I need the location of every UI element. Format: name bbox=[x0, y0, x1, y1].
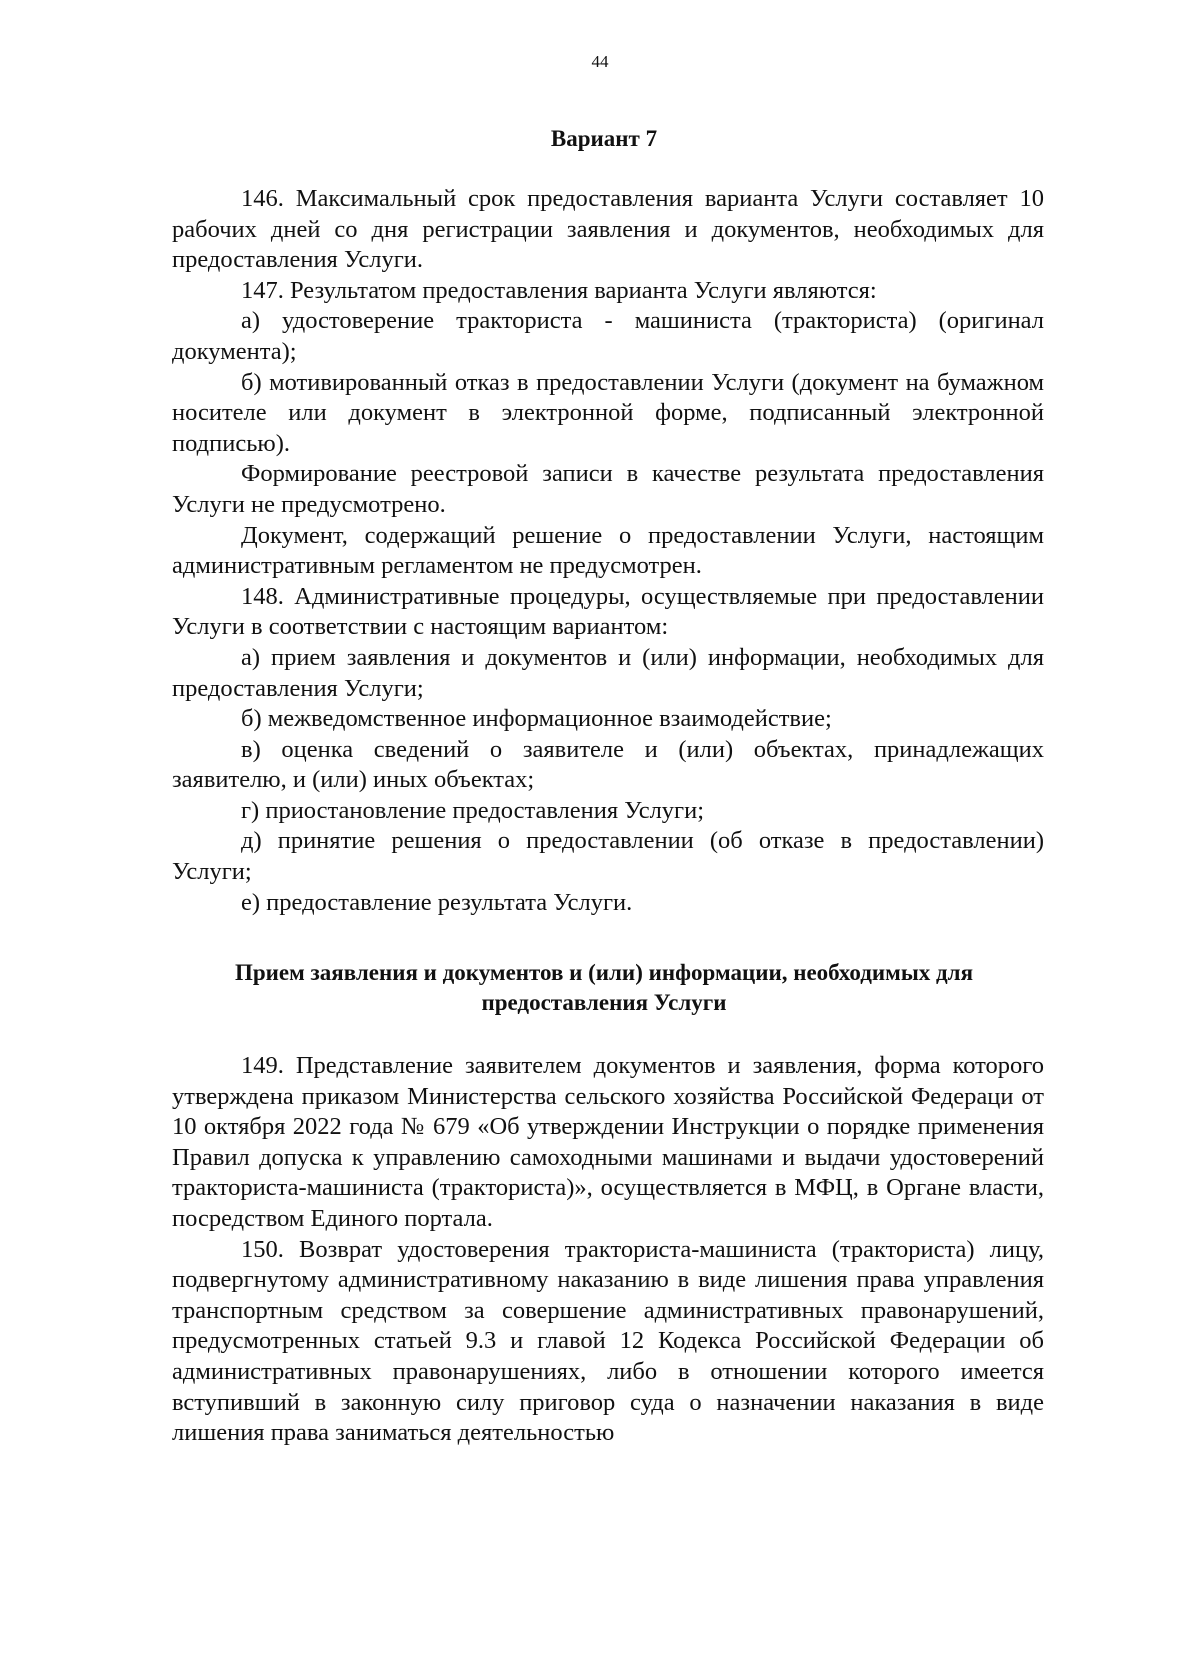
list-item-148-b: б) межведомственное информационное взаимодействие; bbox=[241, 705, 832, 733]
list-item-148-g: г) приостановление предоставления Услуги; bbox=[241, 796, 705, 824]
section-body bbox=[172, 184, 1044, 918]
paragraph-decision-document: Документ, содержащий решение о предоставлении Услуги, настоящим административным регламентом не предусмотрен. bbox=[172, 521, 1044, 580]
subsection-body bbox=[172, 1051, 1044, 1449]
list-item-148-v: в) оценка сведений о заявителе и (или) объектах, принадлежащих заявителю, и (или) иных объектах; bbox=[172, 735, 1044, 794]
list-item-147-b: б) мотивированный отказ в предоставлении Услуги (документ на бумажном носителе или документ в электронной форме, подписанный электронной подписью). bbox=[172, 368, 1044, 457]
paragraph-150: 150. Возврат удостоверения тракториста-машиниста (тракториста) лицу, подвергнутому административному наказанию в виде лишения права управления транспортным средством за совершение административных правонарушений, предусмотренных статьей 9.3 и главой 12 Кодекса Российской Федерации об административных правонарушениях, либо в отношении которого имеется вступивший в законную силу приговор суда о назначении наказания в виде лишения права заниматься деятельностью bbox=[172, 1235, 1044, 1447]
subsection-title-line-1: Прием заявления и документов и (или) информации, необходимых для bbox=[234, 960, 974, 985]
paragraph-149: 149. Представление заявителем документов и заявления, форма которого утверждена приказом Министерства сельского хозяйства Российской Федераци от 10 октября 2022 года № 679 «Об утверждении Инструкции о порядке применения Правил допуска к управлению самоходными машинами и выдачи удостоверений тракториста-машиниста (тракториста)», осуществляется в МФЦ, в Органе власти, посредством Единого портала. bbox=[172, 1052, 1044, 1232]
list-item-148-e: е) предоставление результата Услуги. bbox=[241, 888, 633, 916]
page-number: 44 bbox=[591, 52, 609, 71]
subsection-title bbox=[168, 958, 1040, 1018]
paragraph-146: 146. Максимальный срок предоставления варианта Услуги составляет 10 рабочих дней со дня регистрации заявления и документов, необходимых для предоставления Услуги. bbox=[172, 185, 1044, 274]
list-item-147-a: а) удостоверение тракториста - машиниста (тракториста) (оригинал документа); bbox=[172, 307, 1044, 365]
list-item-148-d: д) принятие решения о предоставлении (об отказе в предоставлении) Услуги; bbox=[172, 827, 1044, 886]
paragraph-registry-note: Формирование реестровой записи в качестве результата предоставления Услуги не предусмотрено. bbox=[172, 460, 1044, 518]
paragraph-147: 147. Результатом предоставления варианта Услуги являются: bbox=[241, 276, 877, 304]
subsection-title-line-2: предоставления Услуги bbox=[481, 990, 727, 1015]
section-title: Вариант 7 bbox=[550, 126, 658, 151]
list-item-148-a: а) прием заявления и документов и (или) информации, необходимых для предоставления Услуги; bbox=[172, 643, 1044, 702]
paragraph-148: 148. Административные процедуры, осуществляемые при предоставлении Услуги в соответствии с настоящим вариантом: bbox=[172, 582, 1044, 641]
